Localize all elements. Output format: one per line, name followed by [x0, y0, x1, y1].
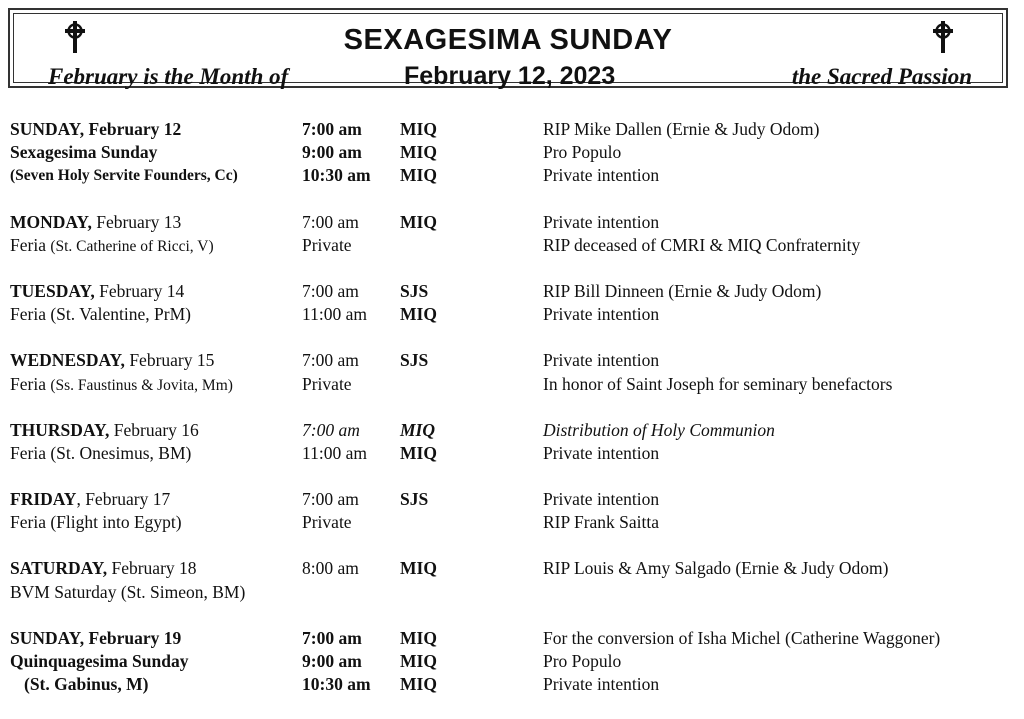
- feast-label: [10, 303, 191, 326]
- day-saturday-feb-18: [10, 557, 1020, 603]
- feast-label: Sexagesima Sunday: [10, 142, 158, 163]
- mass-location: MIQ: [400, 627, 437, 648]
- bulletin-date: February 12, 2023: [404, 62, 616, 90]
- weekday-name: SATURDAY,: [10, 558, 108, 579]
- mass-time: 7:00 am: [302, 280, 359, 301]
- mass-time: 10:30 am: [302, 674, 371, 695]
- mass-intention: Distribution of Holy Communion: [543, 419, 775, 440]
- feast-label: [10, 234, 214, 258]
- mass-time: 8:00 am: [302, 558, 359, 579]
- feria-text: Feria: [10, 442, 51, 463]
- month-dedication-right: the Sacred Passion: [791, 64, 972, 89]
- day-friday-feb-17: [10, 488, 1020, 534]
- mass-time: Private: [302, 512, 352, 533]
- schedule-line: [10, 118, 1020, 141]
- schedule-line: [10, 211, 1020, 234]
- mass-time: 9:00 am: [302, 651, 362, 671]
- mass-time: 7:00 am: [302, 627, 362, 648]
- mass-schedule: [10, 118, 1020, 719]
- mass-time: 7:00 am: [302, 419, 360, 440]
- mass-time: Private: [302, 373, 352, 394]
- day-date: February 13: [91, 211, 182, 232]
- day-label: [10, 488, 170, 511]
- day-sunday-feb-19: [10, 627, 1020, 697]
- day-label: [10, 349, 214, 372]
- day-label: [10, 557, 197, 580]
- saint-commemoration: (St. Valentine, PrM): [50, 304, 191, 325]
- mass-intention: RIP Mike Dallen (Ernie & Judy Odom): [543, 119, 820, 139]
- mass-location: SJS: [400, 280, 429, 301]
- mass-location: SJS: [400, 489, 429, 510]
- bulletin-header: [8, 8, 1008, 88]
- schedule-line: [10, 581, 1020, 604]
- schedule-line: [10, 164, 1020, 187]
- mass-intention: Pro Populo: [543, 142, 622, 163]
- page-title: SEXAGESIMA SUNDAY: [343, 24, 673, 56]
- day-date: February 14: [94, 280, 185, 301]
- mass-location: MIQ: [400, 142, 437, 163]
- mass-time: 9:00 am: [302, 142, 362, 163]
- weekday-name: WEDNESDAY,: [10, 350, 125, 371]
- day-sunday-feb-12: [10, 118, 1020, 188]
- mass-time: Private: [302, 234, 352, 255]
- mass-location: MIQ: [400, 165, 437, 186]
- saint-commemoration: (Ss. Faustinus & Jovita, Mm): [50, 376, 233, 394]
- mass-time: 11:00 am: [302, 304, 367, 325]
- mass-location: MIQ: [400, 674, 437, 695]
- day-thursday-feb-16: [10, 419, 1020, 465]
- mass-location: MIQ: [400, 419, 436, 440]
- celtic-cross-icon: [930, 20, 956, 54]
- mass-time: 7:00 am: [302, 119, 362, 139]
- mass-intention: Private intention: [543, 350, 660, 371]
- schedule-line: [10, 303, 1020, 326]
- mass-intention: Private intention: [543, 489, 660, 510]
- schedule-line: [10, 280, 1020, 303]
- saint-commemoration: (St. Onesimus, BM): [50, 442, 192, 463]
- mass-intention: RIP Bill Dinneen (Ernie & Judy Odom): [543, 280, 822, 301]
- feria-text: Feria: [10, 234, 51, 255]
- mass-intention: RIP Frank Saitta: [543, 512, 660, 533]
- day-label: SUNDAY, February 12: [10, 119, 182, 139]
- day-date: February 18: [107, 558, 197, 579]
- mass-intention: RIP deceased of CMRI & MIQ Confraternity: [543, 234, 861, 255]
- feria-text: Feria: [10, 304, 51, 325]
- header-inner-border: [13, 13, 1003, 90]
- feria-text: Feria: [10, 373, 51, 394]
- day-date: , February 17: [76, 489, 171, 510]
- mass-intention: RIP Louis & Amy Salgado (Ernie & Judy Odom): [543, 558, 889, 579]
- mass-intention: Private intention: [543, 211, 660, 232]
- mass-time: 7:00 am: [302, 489, 359, 510]
- weekday-name: FRIDAY: [10, 489, 77, 510]
- mass-intention: Pro Populo: [543, 651, 622, 671]
- weekday-name: TUESDAY,: [10, 280, 95, 301]
- commemoration-label: (St. Gabinus, M): [24, 674, 149, 695]
- schedule-line: [10, 673, 1020, 696]
- day-label: [10, 419, 199, 442]
- mass-intention: Private intention: [543, 442, 660, 463]
- commemoration-label: (Seven Holy Servite Founders, Cc): [10, 167, 238, 185]
- day-monday-feb-13: [10, 211, 1020, 257]
- mass-location: MIQ: [400, 442, 437, 463]
- weekday-name: THURSDAY,: [10, 419, 110, 440]
- feast-label: [10, 373, 233, 397]
- mass-intention: For the conversion of Isha Michel (Catherine Waggoner): [543, 627, 941, 648]
- mass-time: 7:00 am: [302, 350, 359, 371]
- schedule-line: [10, 442, 1020, 465]
- day-label: SUNDAY, February 19: [10, 627, 182, 648]
- weekday-name: MONDAY,: [10, 211, 92, 232]
- mass-intention: In honor of Saint Joseph for seminary benefactors: [543, 373, 893, 394]
- schedule-line: [10, 141, 1020, 164]
- feast-label: Quinquagesima Sunday: [10, 651, 189, 671]
- schedule-line: [10, 373, 1020, 396]
- schedule-line: [10, 557, 1020, 580]
- mass-location: SJS: [400, 350, 429, 371]
- day-label: [10, 211, 181, 234]
- schedule-line: [10, 349, 1020, 372]
- mass-location: MIQ: [400, 211, 437, 232]
- month-dedication-left: February is the Month of: [48, 64, 289, 89]
- day-wednesday-feb-15: [10, 349, 1020, 395]
- mass-intention: Private intention: [543, 165, 660, 186]
- mass-location: MIQ: [400, 558, 437, 579]
- schedule-line: [10, 234, 1020, 257]
- schedule-line: [10, 627, 1020, 650]
- feast-label: Feria (Flight into Egypt): [10, 512, 182, 533]
- mass-location: MIQ: [400, 119, 437, 139]
- mass-intention: Private intention: [543, 304, 660, 325]
- mass-intention: Private intention: [543, 674, 660, 695]
- schedule-line: [10, 419, 1020, 442]
- day-tuesday-feb-14: [10, 280, 1020, 326]
- mass-time: 7:00 am: [302, 211, 359, 232]
- schedule-line: [10, 511, 1020, 534]
- schedule-line: [10, 488, 1020, 511]
- mass-time: 11:00 am: [302, 442, 367, 463]
- feast-label: BVM Saturday (St. Simeon, BM): [10, 581, 246, 602]
- schedule-line: [10, 650, 1020, 673]
- feast-label: [10, 442, 191, 465]
- day-date: February 16: [109, 419, 199, 440]
- mass-time: 10:30 am: [302, 165, 371, 186]
- mass-location: MIQ: [400, 304, 437, 325]
- day-date: February 15: [124, 350, 215, 371]
- saint-commemoration: (St. Catherine of Ricci, V): [50, 237, 214, 255]
- day-label: [10, 280, 184, 303]
- mass-location: MIQ: [400, 651, 437, 671]
